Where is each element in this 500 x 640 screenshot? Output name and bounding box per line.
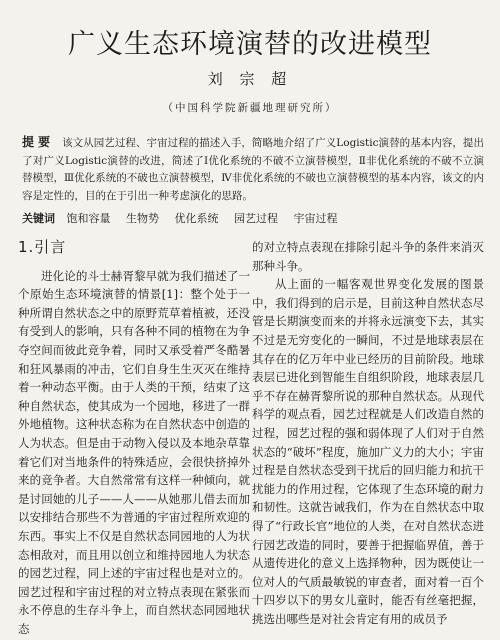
section-heading: 1.引言 [18, 238, 67, 256]
keyword-item: 生物势 [126, 212, 159, 225]
right-column [252, 238, 484, 628]
abstract [22, 134, 484, 205]
keyword-item: 饱和容量 [66, 212, 111, 225]
abstract-label: 提要 [22, 135, 55, 149]
keywords [22, 210, 484, 226]
author-name: 刘 宗 超 [207, 70, 293, 88]
body-paragraph: 从上面的一幅客观世界变化发展的图景中，我们得到的启示是，目前这种自然状态尽管是长期演变而来的并将永远演变下去，其实不过是无穷变化的一瞬间，不过是地球表层在其存在的亿万年中业已经历的目前阶段。地球表层已进化到智能生自组织阶段，地球表层几乎不存在赫胥黎所说的那种自然状态。从现代科学的观点看，园艺过程就是人们改造自然的过程，园艺过程的强和弱体现了人们对于自然状态的“破坏”程度，施加广义力的大小；宇宙过程是自然状态受到干扰后的回归能力和抗干扰能力的作用过程，它体现了生态环境的耐力和韧性。这就告诫我们，作为在自然状态中取得了“行政长官”地位的人类，在对自然状态进行园艺改造的同时，要善于把握临界值，善于从遗传进化的意义上选择物种，因为既使让一位对人的气质最敏锐的审查者，面对着一百个十四岁以下的男女儿童时，能否有丝毫把握，挑选出哪些是对社会肯定有用的成员予 [252, 277, 484, 626]
left-column [18, 238, 250, 638]
keywords-label: 关键词 [22, 212, 55, 225]
paper-title: 广义生态环境演替的改进模型 [68, 29, 432, 60]
abstract-text: 该文从园艺过程、宇宙过程的描述入手，简略地介绍了广义Logistic演替的基本内容，提出了对广义Logistic演替的改进，简述了Ⅰ优化系统的不破不立演替模型，Ⅱ非优化系统的不破不立演替模型，Ⅲ优化系统的不破也立演替模型，Ⅳ非优化系统的不破也立演替模型的基本内容，该文的内容是定性的，目的在于引出一种考虑演化的思路。 [22, 137, 484, 202]
keyword-item: 宇宙过程 [293, 212, 338, 225]
author-affiliation: （中国科学院新疆地理研究所） [162, 102, 338, 114]
body-paragraph-continuation: 的对立特点表现在排除引起斗争的条件来消灭那种斗争。 [252, 240, 484, 273]
keyword-item: 园艺过程 [234, 212, 278, 225]
keyword-item: 优化系统 [174, 212, 219, 225]
body-paragraph: 进化论的斗士赫胥黎早就为我们描述了一个原始生态环境演替的情景[1]：整个处于一种所谓自然状态之中的原野荒草着植被，还没有受到人的影响，只有各种不同的植物在为争夺空间而彼此竞争着，同时又承受着严冬酷暑和狂风暴雨的冲击，它们自身生生灭灭在维持着一种动态平衡。由于人类的干预，结束了这种自然状态，使其成为一个园地，移进了一群外地植物。这种状态称为在自然状态中创造的人为状态。但是由于动物入侵以及本地杂草靠着它们对当地条件的特殊适应，会很快挤掉外来的竞争者。大自然常常有这样一种倾向，就是讨回她的儿子——人——从她那儿借去而加以安排结合那些不为普通的宇宙过程所欢迎的东西。事实上不仅是自然状态同园地的人为状态相敌对，而且用以创立和维持园地人为状态的园艺过程，同上述的宇宙过程也是对立的。园艺过程和宇宙过程的对立特点表现在紧张而永不停息的生存斗争上，而自然状态同园地状态 [18, 268, 250, 636]
